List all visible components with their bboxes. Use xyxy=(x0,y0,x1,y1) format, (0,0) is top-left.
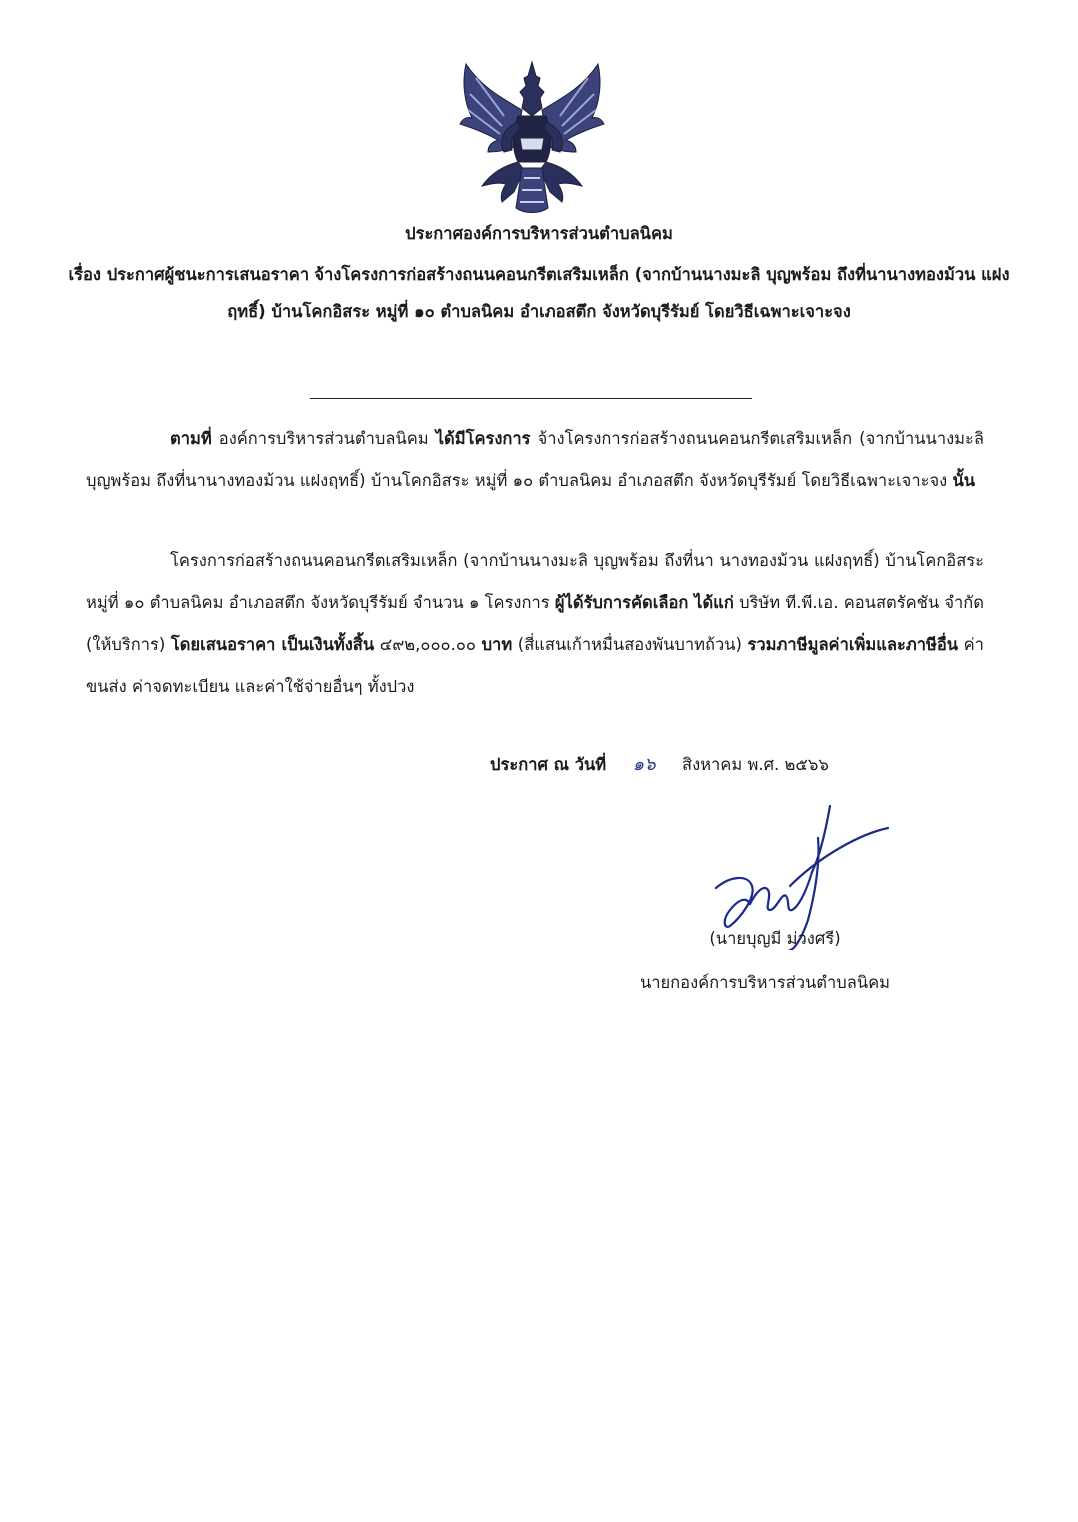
announcement-date xyxy=(490,748,829,782)
date-month-year: สิงหาคม พ.ศ. ๒๕๖๖ xyxy=(682,755,829,774)
p1-end: นั้น xyxy=(952,471,976,490)
announcement-title: ประกาศองค์การบริหารส่วนตำบลนิคม xyxy=(405,224,673,243)
p1-lead: ตามที่ xyxy=(170,429,212,448)
announcement-subject xyxy=(62,256,1016,330)
signatory-position: นายกองค์การบริหารส่วนตำบลนิคม xyxy=(639,973,891,992)
p2-bold-1: ผู้ได้รับการคัดเลือก ได้แก่ xyxy=(554,593,734,612)
p2-text-5: ค่าขนส่ง ค่าจดทะเบียน และค่าใช้จ่ายอื่นๆ ทั้งปวง xyxy=(86,635,984,696)
signatory-name: (นายบุญมี ม่วงศรี) xyxy=(709,929,841,948)
date-day: ๑๖ xyxy=(632,754,656,775)
paragraph-background xyxy=(86,418,984,502)
p2-amount: ๔๙๒,๐๐๐.๐๐ xyxy=(374,635,482,654)
p2-text-4: (สี่แสนเก้าหมื่นสองพันบาทถ้วน) xyxy=(512,635,748,654)
p1-bold-1: ได้มีโครงการ xyxy=(435,429,531,448)
p2-bold-4: รวมภาษีมูลค่าเพิ่มและภาษีอื่น xyxy=(747,635,959,654)
p2-text-2: บริษัท ที.พี.เอ. คอนสตรัคชัน จำกัด (ให้บริการ) xyxy=(86,593,984,654)
p1-text-1: องค์การบริหารส่วนตำบลนิคม xyxy=(211,429,436,448)
date-label: ประกาศ ณ วันที่ xyxy=(490,755,607,774)
p2-bold-3: บาท xyxy=(481,635,513,654)
paragraph-award xyxy=(86,540,984,708)
garuda-emblem-icon xyxy=(452,58,612,218)
title-divider xyxy=(310,398,752,399)
p1-text-2: จ้างโครงการก่อสร้างถนนคอนกรีตเสริมเหล็ก (จากบ้านนางมะลิ บุญพร้อม ถึงที่นานางทองม้วน แฝงฤทธิ์) บ้านโคกอิสระ หมู่ที่ ๑๐ ตำบลนิคม อำเภอสตึก จังหวัดบุรีรัมย์ โดยวิธีเฉพาะเจาะจง xyxy=(86,429,985,490)
subject-text: จ้างโครงการก่อสร้างถนนคอนกรีตเสริมเหล็ก (จากบ้านนางมะลิ บุญพร้อม ถึงที่นานางทองม้วน แฝงฤทธิ์) บ้านโคกอิสระ หมู่ที่ ๑๐ ตำบลนิคม อำเภอสตึก จังหวัดบุรีรัมย์ โดยวิธีเฉพาะเจาะจง xyxy=(227,265,1010,321)
p2-text-1: โครงการก่อสร้างถนนคอนกรีตเสริมเหล็ก (จากบ้านนางมะลิ บุญพร้อม ถึงที่นา นางทองม้วน แฝงฤทธิ์) บ้านโคกอิสระ หมู่ที่ ๑๐ ตำบลนิคม อำเภอสตึก จังหวัดบุรีรัมย์ จำนวน ๑ โครงการ xyxy=(86,551,984,612)
p2-bold-2: โดยเสนอราคา เป็นเงินทั้งสิ้น xyxy=(170,635,375,654)
subject-label: เรื่อง ประกาศผู้ชนะการเสนอราคา xyxy=(68,265,310,284)
